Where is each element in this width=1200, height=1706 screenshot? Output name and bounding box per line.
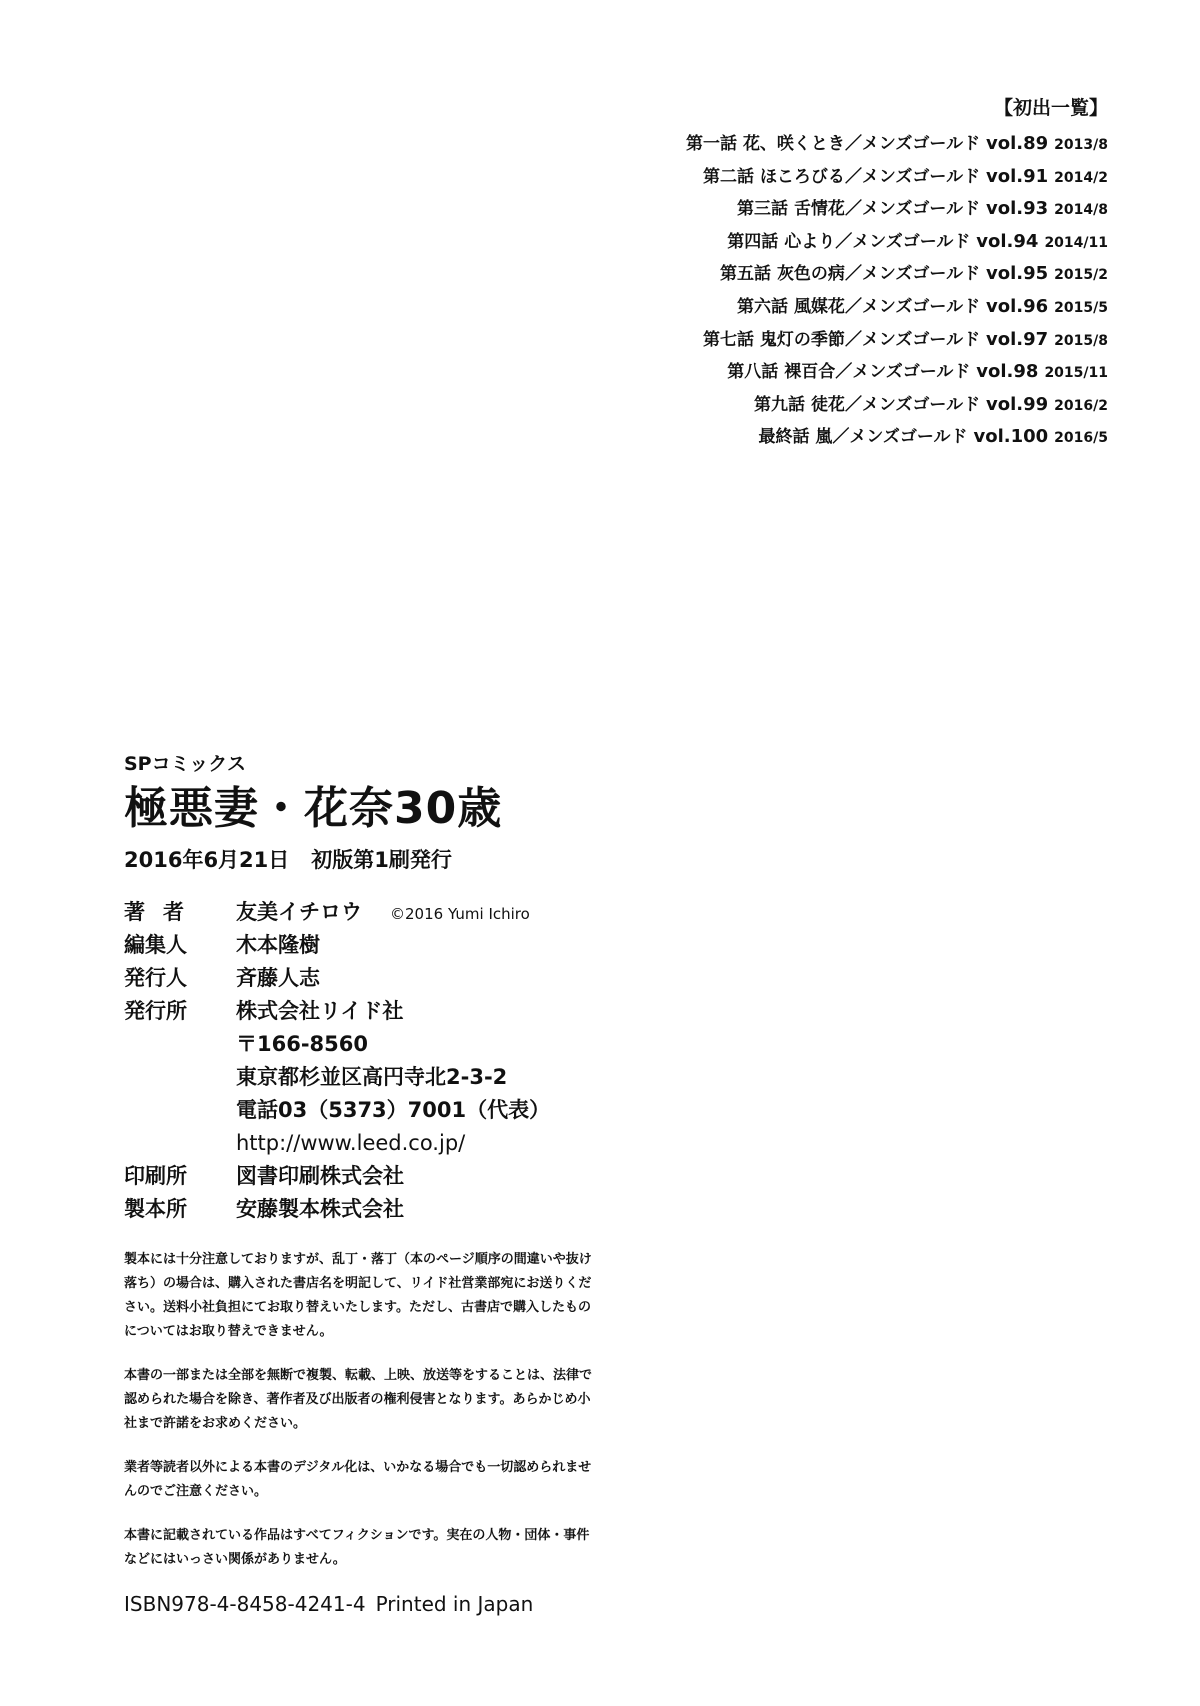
first-publication-row [686,128,1108,161]
episode-title: 裸百合 [784,362,836,383]
magazine-name: ／メンズゴールド [844,166,981,187]
notice-digitization: 業者等読者以外による本書のデジタル化は、いかなる場合でも一切認められませんのでご注意ください。 [124,1460,592,1499]
episode-title: 心より [784,231,836,252]
first-publication-row [686,324,1108,357]
legal-notices [124,1248,594,1572]
first-publication-row [686,291,1108,324]
publisher-name: 株式会社リイド社 [236,999,404,1023]
episode-number: 第四話 [727,231,779,252]
credit-row-publisher [124,995,584,1028]
issue-date: 2016年6月21日 [124,848,290,872]
first-publication-row [686,193,1108,226]
first-publication-row [686,356,1108,389]
magazine-volume: vol.94 [976,230,1039,252]
issue-text: 初版第1刷発行 [311,848,452,872]
first-publication-row [686,389,1108,422]
episode-number: 第三話 [737,199,789,220]
first-publication-rows [686,128,1108,454]
episode-number: 第一話 [686,134,738,154]
episode-title: 嵐 [815,427,833,448]
author-name: 友美イチロウ ©2016 Yumi Ichiro [236,900,530,924]
first-publication-title: 【初出一覧】 [993,97,1108,119]
episode-number: 第八話 [727,362,779,383]
episode-number: 第七話 [703,329,755,350]
magazine-volume: vol.97 [986,328,1049,350]
magazine-name: ／メンズゴールド [844,134,981,154]
first-publication-row [686,421,1108,454]
magazine-volume: vol.95 [986,263,1049,285]
episode-number: 第二話 [703,166,755,187]
first-publication-row [686,161,1108,194]
isbn-line [124,1592,584,1616]
publisher-url-row [124,1127,584,1160]
credit-role: 著者 [124,900,202,924]
magazine-volume: vol.96 [986,295,1049,317]
publisher-address: 東京都杉並区高円寺北2-3-2 [236,1065,508,1089]
publication-date: 2015/8 [1054,332,1108,349]
credit-row-binder [124,1193,584,1226]
credit-row-author [124,896,584,929]
publication-date: 2016/2 [1054,397,1108,414]
magazine-name: ／メンズゴールド [844,199,981,220]
publication-date: 2016/5 [1054,430,1108,447]
magazine-volume: vol.98 [976,361,1039,383]
publisher-phone-row [124,1094,584,1127]
episode-title: 灰色の病 [776,264,845,285]
publication-date: 2015/11 [1044,365,1108,382]
binder-name: 安藤製本株式会社 [236,1197,404,1221]
magazine-name: ／メンズゴールド [835,231,971,252]
magazine-volume: vol.91 [986,165,1049,187]
credit-row-issuer [124,962,584,995]
episode-title: ほころびる [759,166,845,187]
copyright-notice: ©2016 Yumi Ichiro [390,905,530,923]
printed-in: Printed in Japan [375,1592,534,1616]
publisher-postal-code-row [124,1028,584,1061]
publisher-address-row [124,1061,584,1094]
magazine-name: ／メンズゴールド [835,362,971,383]
credit-role: 発行人 [124,966,187,990]
magazine-volume: vol.99 [986,393,1049,415]
magazine-volume: vol.93 [986,198,1049,220]
magazine-name: ／メンズゴールド [844,264,981,285]
publisher-postal-code: 〒166-8560 [236,1032,368,1056]
editor-name: 木本隆樹 [236,933,320,957]
credit-row-editor [124,929,584,962]
publication-date: 2014/11 [1044,234,1108,251]
publication-date: 2014/8 [1054,202,1108,219]
publication-date: 2015/2 [1054,267,1108,284]
credit-row-printer [124,1160,584,1193]
magazine-name: ／メンズゴールド [844,296,981,317]
first-publication-row [686,226,1108,259]
publication-date: 2013/8 [1054,137,1108,153]
publisher-phone: 電話03（5373）7001（代表） [236,1098,551,1122]
credit-role: 印刷所 [124,1164,187,1188]
notice-defects: 製本には十分注意しておりますが、乱丁・落丁（本のページ順序の間違いや抜け落ち）の場合は、購入された書店名を明記して、リイド社営業部宛にお送りください。送料小社負担にてお取り替えいたします。ただし、古書店で購入したものについてはお取り替えできません。 [124,1252,592,1339]
notice-fiction: 本書に記載されている作品はすべてフィクションです。実在の人物・団体・事件などにはいっさい関係がありません。 [124,1528,590,1567]
label-name: SPコミックス [124,753,247,775]
magazine-name: ／メンズゴールド [844,329,981,350]
credits [124,896,584,1226]
isbn: ISBN978-4-8458-4241-4 [124,1592,366,1616]
magazine-name: ／メンズゴールド [832,427,968,448]
first-publication-list [686,94,1108,454]
notice-copyright: 本書の一部または全部を無断で複製、転載、上映、放送等をすることは、法律で認められた場合を除き、著作者及び出版者の権利侵害となります。あらかじめ小社まで許諾をお求めください。 [124,1368,593,1431]
issue-line [124,842,584,878]
episode-number: 最終話 [758,427,810,448]
episode-title: 鬼灯の季節 [759,329,845,350]
magazine-name: ／メンズゴールド [844,394,981,415]
magazine-volume: vol.100 [973,426,1049,448]
credit-role: 編集人 [124,933,187,957]
colophon [124,750,593,1616]
credit-role: 製本所 [124,1197,187,1221]
episode-title: 徒花 [810,394,845,415]
book-title: 極悪妻・花奈30歳 [124,783,503,834]
episode-number: 第五話 [720,264,772,285]
publisher-url: http://www.leed.co.jp/ [236,1131,466,1155]
credit-role: 発行所 [124,999,187,1023]
publication-date: 2014/2 [1054,169,1108,186]
magazine-volume: vol.89 [986,133,1049,154]
episode-title: 風媒花 [793,296,845,317]
episode-title: 舌情花 [793,199,845,220]
publication-date: 2015/5 [1054,299,1108,316]
episode-title: 花、咲くとき [742,134,845,154]
episode-number: 第九話 [754,394,806,415]
first-publication-row [686,258,1108,291]
issuer-name: 斉藤人志 [236,966,320,990]
episode-number: 第六話 [737,296,789,317]
printer-name: 図書印刷株式会社 [236,1164,404,1188]
